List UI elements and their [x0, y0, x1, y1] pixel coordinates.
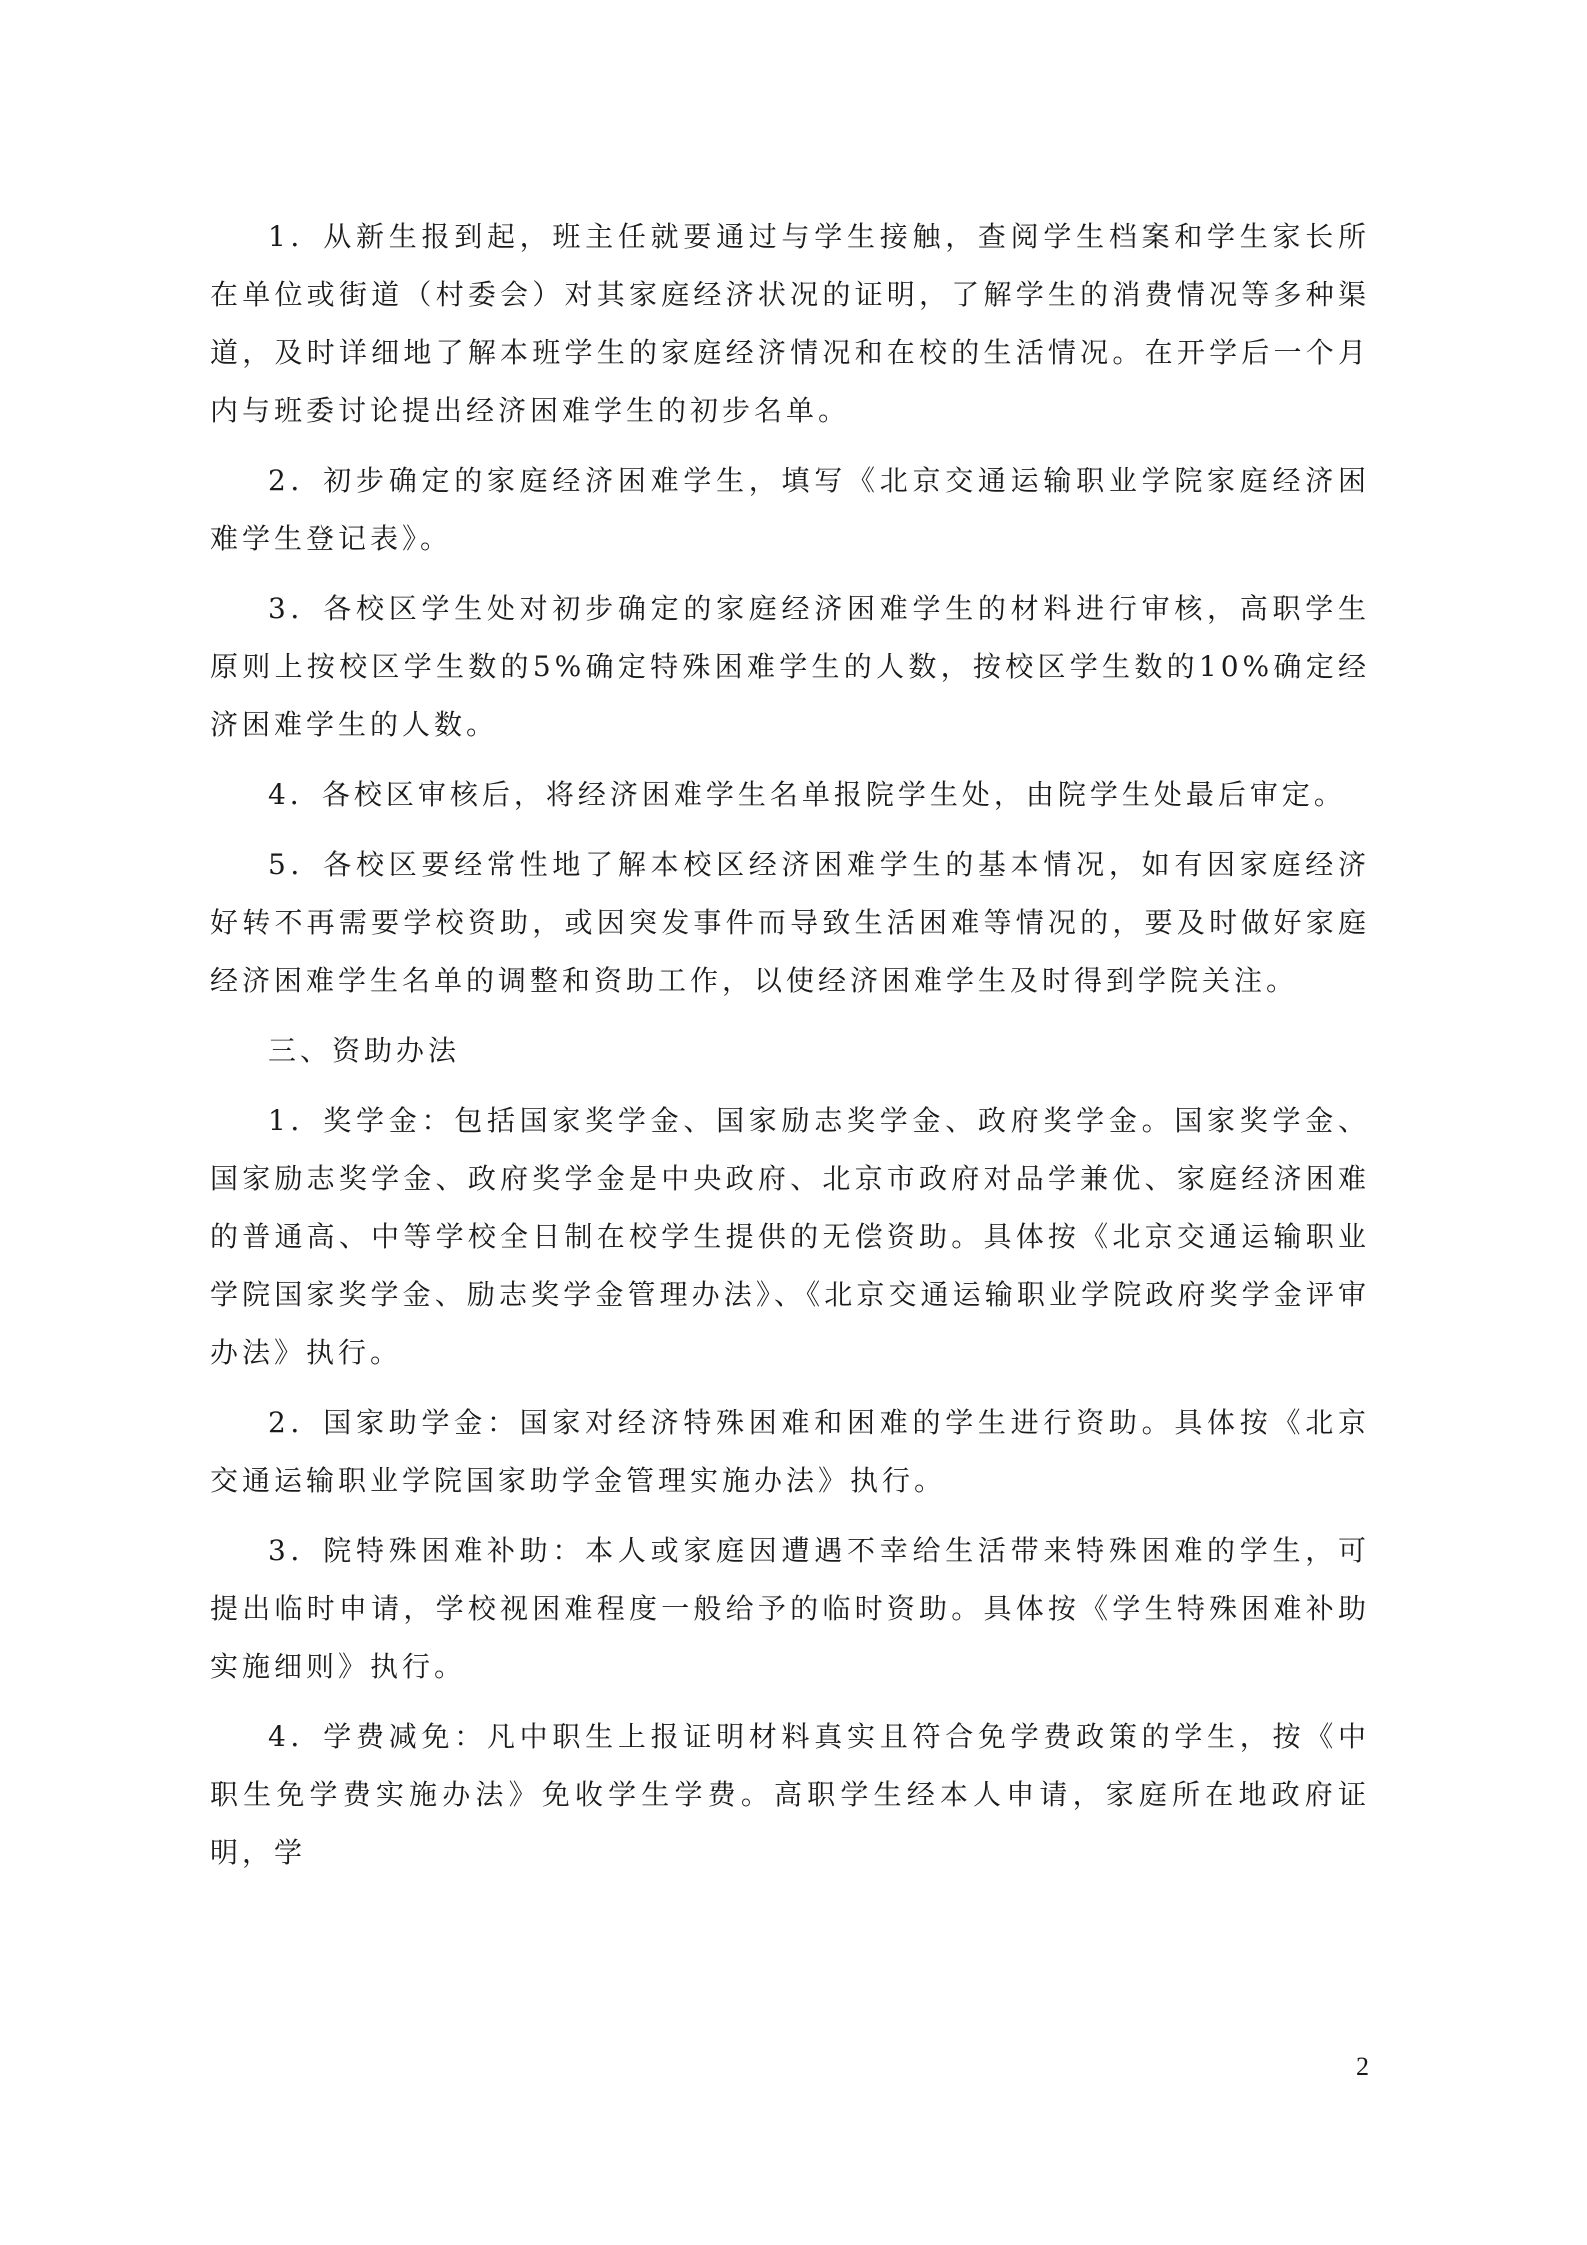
paragraph-1: 1．从新生报到起，班主任就要通过与学生接触，查阅学生档案和学生家长所在单位或街道（村委会）对其家庭经济状况的证明，了解学生的消费情况等多种渠道，及时详细地了解本班学生的家庭经济情况和在校的生活情况。在开学后一个月内与班委讨论提出经济困难学生的初步名单。 — [210, 220, 1370, 427]
paragraph-2: 2．初步确定的家庭经济困难学生，填写《北京交通运输职业学院家庭经济困难学生登记表》。 — [210, 464, 1370, 555]
section-paragraph-2: 2．国家助学金：国家对经济特殊困难和困难的学生进行资助。具体按《北京交通运输职业学院国家助学金管理实施办法》执行。 — [210, 1406, 1370, 1497]
paragraph-4: 4．各校区审核后，将经济困难学生名单报院学生处，由院学生处最后审定。 — [268, 778, 1346, 811]
paragraph-3: 3．各校区学生处对初步确定的家庭经济困难学生的材料进行审核，高职学生原则上按校区学生数的5%确定特殊困难学生的人数，按校区学生数的10%确定经济困难学生的人数。 — [210, 592, 1370, 741]
document-body — [210, 208, 1370, 1894]
paragraph-5: 5．各校区要经常性地了解本校区经济困难学生的基本情况，如有因家庭经济好转不再需要学校资助，或因突发事件而导致生活困难等情况的，要及时做好家庭经济困难学生名单的调整和资助工作，以使经济困难学生及时得到学院关注。 — [210, 848, 1370, 997]
section-paragraph-1: 1．奖学金：包括国家奖学金、国家励志奖学金、政府奖学金。国家奖学金、国家励志奖学金、政府奖学金是中央政府、北京市政府对品学兼优、家庭经济困难的普通高、中等学校全日制在校学生提供的无偿资助。具体按《北京交通运输职业学院国家奖学金、励志奖学金管理办法》、《北京交通运输职业学院政府奖学金评审办法》执行。 — [210, 1104, 1370, 1369]
section-paragraph-4: 4．学费减免：凡中职生上报证明材料真实且符合免学费政策的学生，按《中职生免学费实施办法》免收学生学费。高职学生经本人申请，家庭所在地政府证明，学 — [210, 1720, 1370, 1869]
page-number: 2 — [1356, 2052, 1369, 2081]
section-paragraph-3: 3．院特殊困难补助：本人或家庭因遭遇不幸给生活带来特殊困难的学生，可提出临时申请，学校视困难程度一般给予的临时资助。具体按《学生特殊困难补助实施细则》执行。 — [210, 1534, 1370, 1683]
section-heading: 三、资助办法 — [268, 1034, 461, 1067]
